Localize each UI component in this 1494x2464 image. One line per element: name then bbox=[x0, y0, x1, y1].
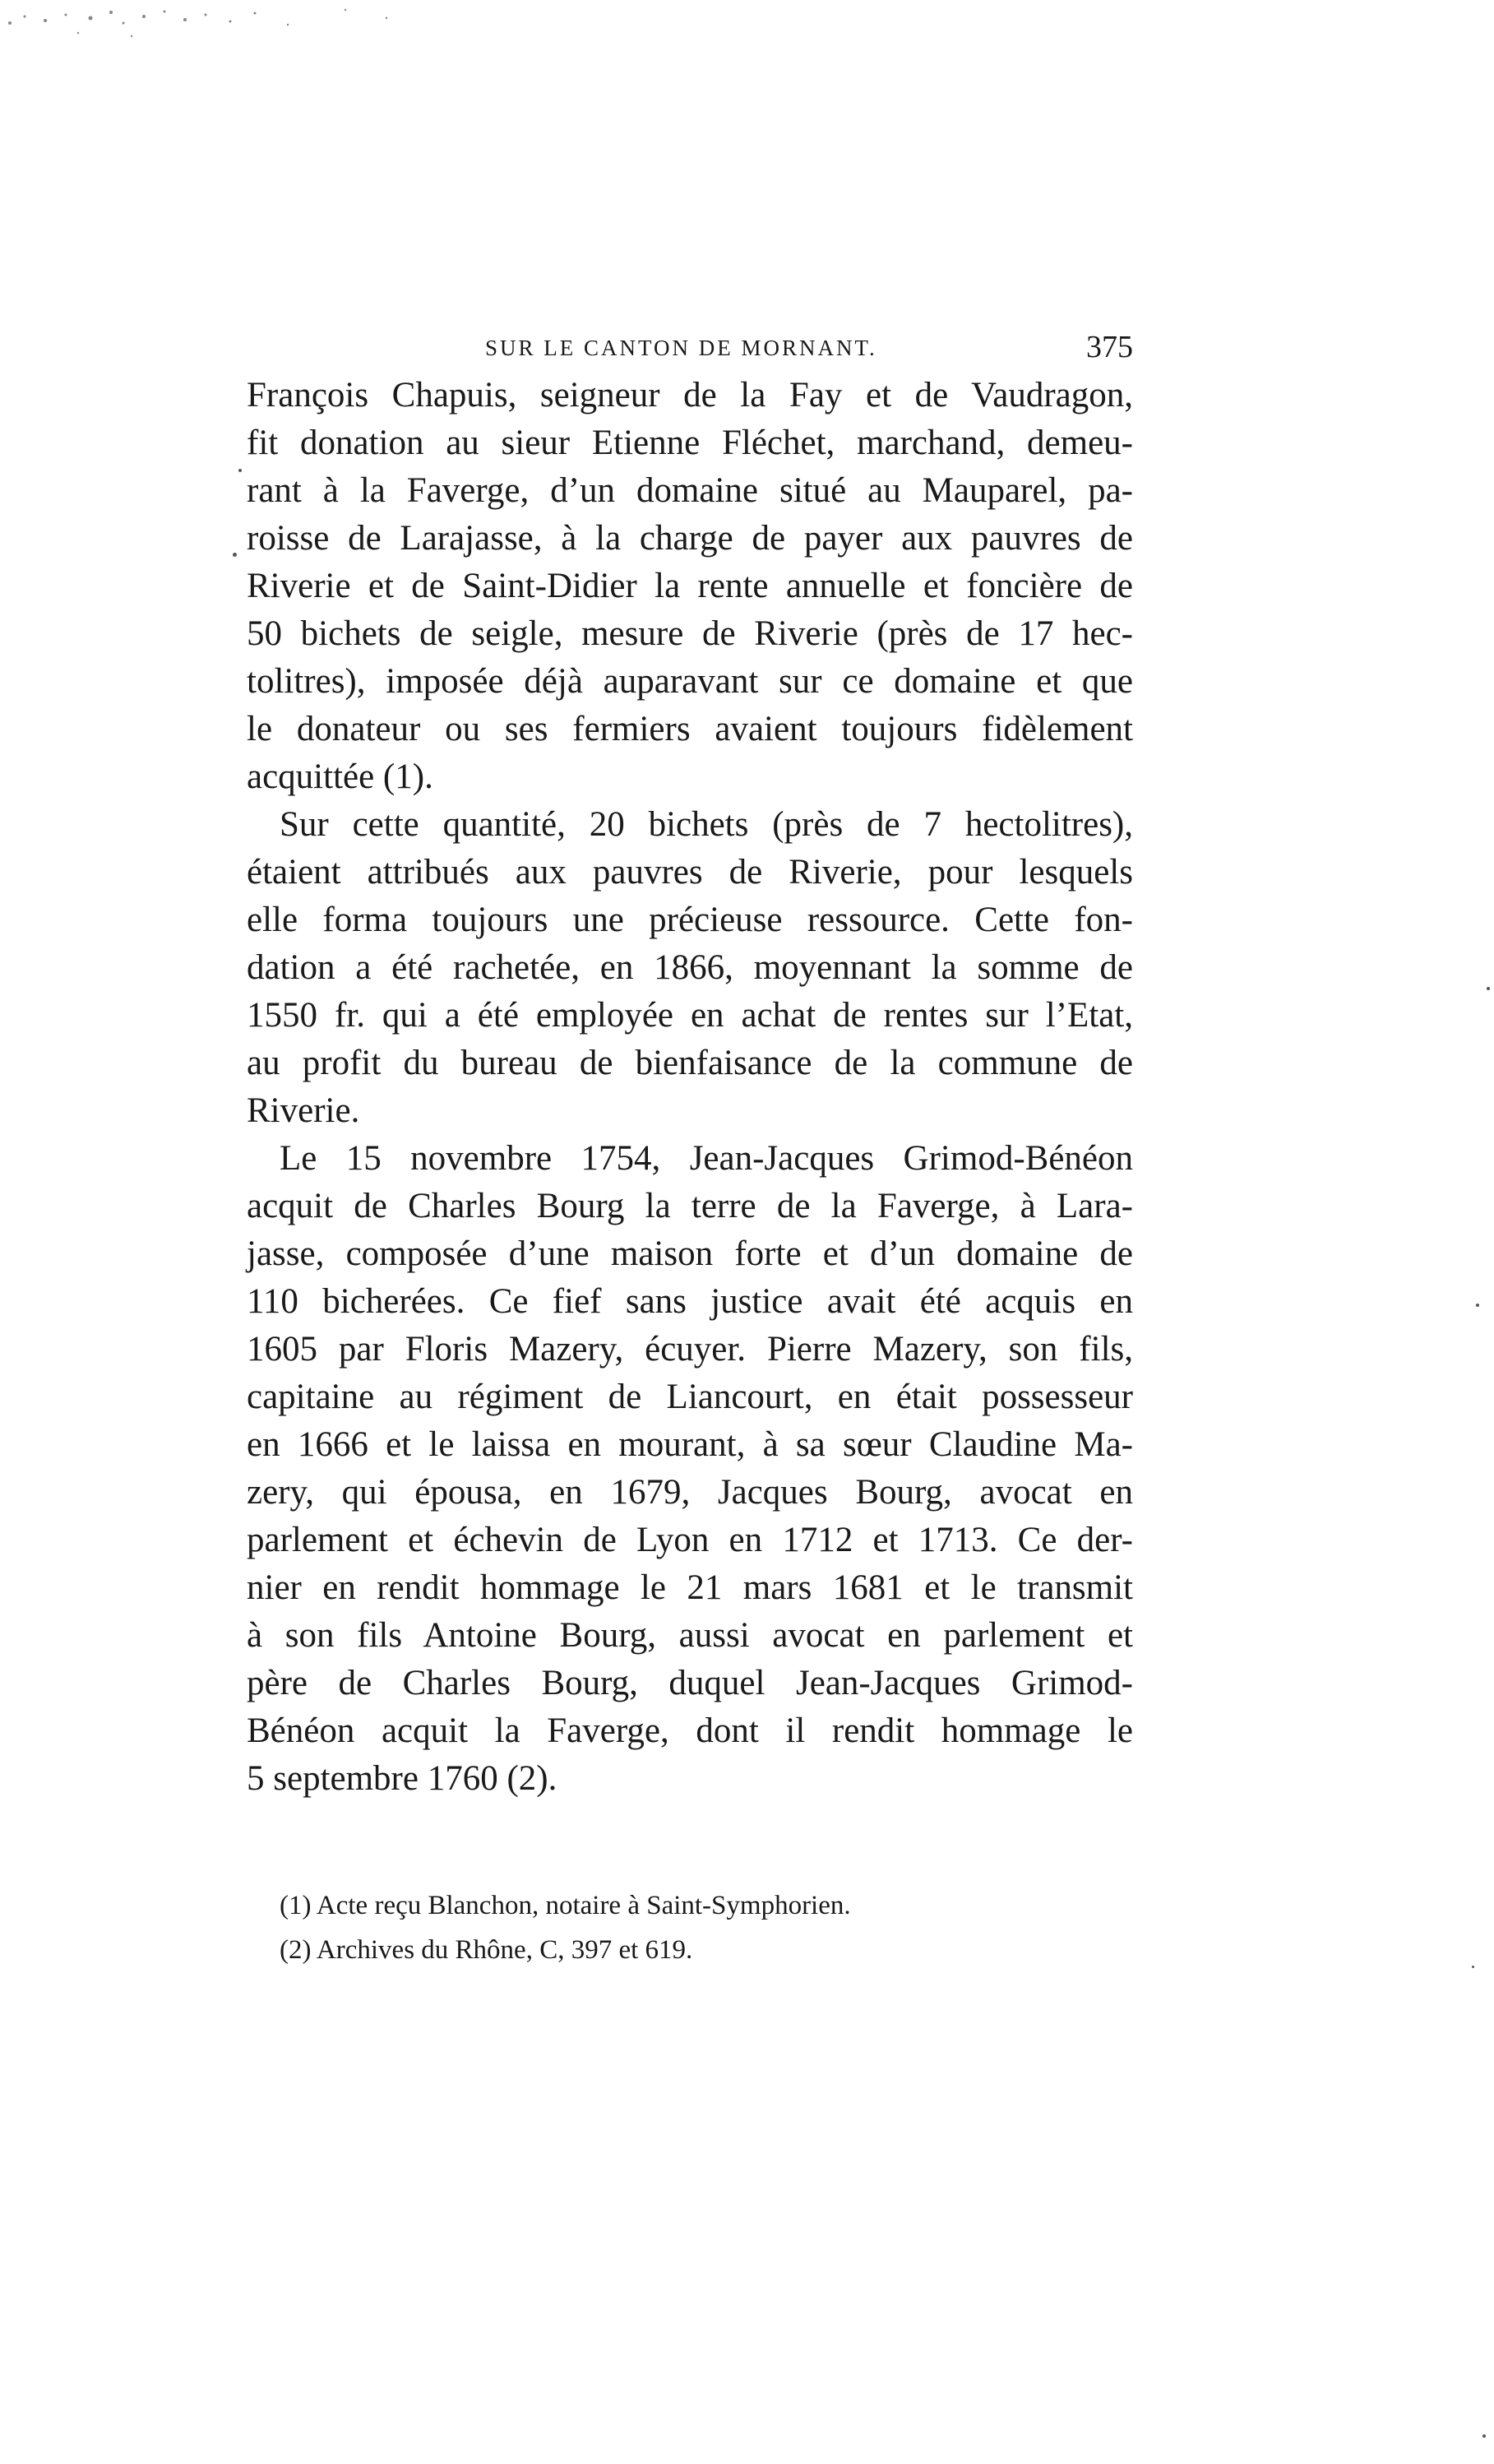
text-line: nier en rendit hommage le 21 mars 1681 et le transmit bbox=[247, 1568, 1133, 1607]
text-line: jasse, composée d’une maison forte et d’un domaine de bbox=[247, 1234, 1133, 1273]
running-head bbox=[247, 329, 1143, 370]
text-line: rant à la Faverge, d’un domaine situé au Mauparel, pa- bbox=[247, 471, 1133, 510]
text-line: tolitres), imposée déjà auparavant sur ce domaine et que bbox=[247, 662, 1133, 701]
text-line: en 1666 et le laissa en mourant, à sa sœur Claudine Ma- bbox=[247, 1425, 1133, 1464]
body-text bbox=[247, 372, 1133, 1803]
margin-speck bbox=[1472, 1966, 1474, 1968]
text-line: parlement et échevin de Lyon en 1712 et 1713. Ce der- bbox=[247, 1521, 1133, 1559]
margin-speck bbox=[238, 469, 242, 472]
text-line: Sur cette quantité, 20 bichets (près de 7 hectolitres), bbox=[280, 805, 1133, 844]
footnote: (1) Acte reçu Blanchon, notaire à Saint-Symphorien. bbox=[280, 1891, 851, 1920]
footnotes bbox=[280, 1883, 1020, 1972]
text-line: Riverie et de Saint-Didier la rente annuelle et foncière de bbox=[247, 567, 1133, 605]
text-line: le donateur ou ses fermiers avaient toujours fidèlement bbox=[247, 710, 1133, 748]
text-line: à son fils Antoine Bourg, aussi avocat en parlement et bbox=[247, 1616, 1133, 1655]
text-line: père de Charles Bourg, duquel Jean-Jacques Grimod- bbox=[247, 1664, 1133, 1702]
margin-speck bbox=[233, 553, 237, 557]
text-line: roisse de Larajasse, à la charge de payer aux pauvres de bbox=[247, 519, 1133, 558]
text-line: acquittée (1). bbox=[247, 757, 433, 796]
text-line: au profit du bureau de bienfaisance de la commune de bbox=[247, 1044, 1133, 1082]
text-line: 110 bicherées. Ce fief sans justice avait été acquis en bbox=[247, 1282, 1133, 1321]
text-line: Le 15 novembre 1754, Jean-Jacques Grimod-Bénéon bbox=[280, 1139, 1133, 1178]
text-line: 50 bichets de seigle, mesure de Riverie (près de 17 hec- bbox=[247, 614, 1133, 653]
text-line: Riverie. bbox=[247, 1091, 360, 1130]
text-line: Bénéon acquit la Faverge, dont il rendit hommage le bbox=[247, 1711, 1133, 1750]
text-line: capitaine au régiment de Liancourt, en était possesseur bbox=[247, 1378, 1133, 1416]
margin-speck bbox=[1482, 2434, 1486, 2438]
text-line: 1605 par Floris Mazery, écuyer. Pierre Mazery, son fils, bbox=[247, 1330, 1133, 1369]
running-title: SUR LE CANTON DE MORNANT. bbox=[485, 336, 877, 360]
text-line: fit donation au sieur Etienne Fléchet, marchand, demeu- bbox=[247, 424, 1133, 462]
text-line: étaient attribués aux pauvres de Riverie, pour lesquels bbox=[247, 853, 1133, 892]
text-line: acquit de Charles Bourg la terre de la Faverge, à Lara- bbox=[247, 1187, 1133, 1225]
scan-noise-decoration bbox=[0, 0, 493, 66]
margin-speck bbox=[1476, 1304, 1479, 1307]
text-line: zery, qui épousa, en 1679, Jacques Bourg, avocat en bbox=[247, 1473, 1133, 1512]
text-line: dation a été rachetée, en 1866, moyennant la somme de bbox=[247, 948, 1133, 987]
text-line: François Chapuis, seigneur de la Fay et de Vaudragon, bbox=[247, 376, 1133, 415]
text-line: 1550 fr. qui a été employée en achat de rentes sur l’Etat, bbox=[247, 996, 1133, 1035]
text-line: 5 septembre 1760 (2). bbox=[247, 1759, 557, 1798]
page-number: 375 bbox=[1086, 330, 1133, 364]
margin-speck bbox=[1487, 987, 1490, 990]
text-line: elle forma toujours une précieuse ressource. Cette fon- bbox=[247, 901, 1133, 939]
footnote: (2) Archives du Rhône, C, 397 et 619. bbox=[280, 1935, 693, 1965]
